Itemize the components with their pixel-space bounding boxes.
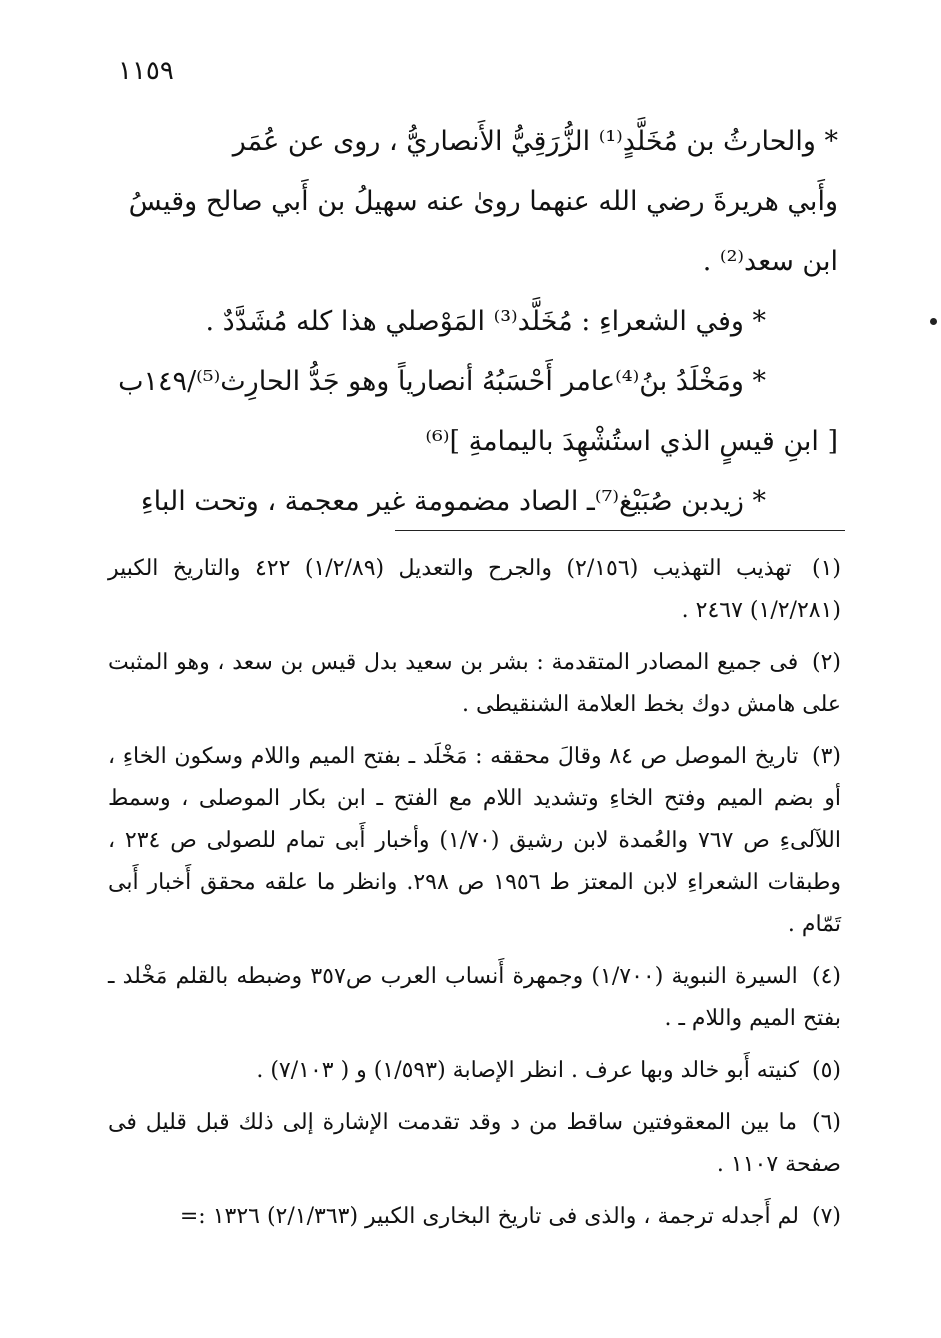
entry-harith — [108, 112, 838, 292]
footnote-text: كنيته أَبو خالد وبها عرف . انظر الإصابة (١/٥٩٣) و ( ٧/١٠٣) . — [256, 1058, 799, 1083]
entry-line: * والحارثُ بن مُخَلَّدٍ⁽¹⁾ الزُّرَقِيُّ الأَنصاريُّ ، روى عن عُمَر — [232, 126, 838, 157]
entry-line: * زيدبن صُبَيْغ⁽⁷⁾ـ الصاد مضمومة غير معجمة ، وتحت الباءِ — [140, 486, 766, 517]
footnote-number: (١) — [811, 556, 841, 581]
footnote-item — [108, 1196, 841, 1238]
footnote-number: (٧) — [811, 1204, 841, 1229]
footnote-item — [108, 1102, 841, 1186]
footnote-item — [108, 956, 841, 1040]
footnote-item — [108, 642, 841, 726]
entry-line: ابن سعد⁽²⁾ . — [702, 246, 838, 277]
entry-poets — [108, 292, 838, 352]
page-number: ١١٥٩ — [118, 56, 174, 86]
footnotes — [108, 548, 841, 1248]
footnote-number: (٣) — [812, 744, 842, 769]
footnote-text: تهذيب التهذيب (٢/١٥٦) والجرح والتعديل (١/٢/٨٩) ٤٢٢ والتاريخ الكبير (١/٢/٢٨١) ٢٤٦٧ . — [108, 556, 841, 623]
footnote-text: تاريخ الموصل ص ٨٤ وقالَ محققه : مَخْلَد ـ بفتح الميم واللام وسكون الخاءِ ، أو بضم الميم وفتح الخاءِ وتشديد اللام مع الفتح ـ ابن بكار الموصلى ، وسمط اللآلىءِ ص ٧٦٧ والعُمدة لابن رشيق (١/٧٠) وأخبار أَبى تمام للصولى ص ٢٣٤ ، وطبقات الشعراءِ لابن المعتز ط ١٩٥٦ ص ٢٩٨. وانظر ما علقه محقق أَخبار أَبى تَمّام . — [108, 744, 842, 937]
entry-line: * ومَخْلَدُ بنُ⁽⁴⁾عامر أَحْسَبُهُ أنصارياً وهو جَدُّ الحارِث⁽⁵⁾/١٤٩ب — [118, 366, 766, 397]
footnote-number: (٥) — [811, 1058, 841, 1083]
footnote-text: السيرة النبوية (١/٧٠٠) وجمهرة أَنساب العرب ص٣٥٧ وضبطه بالقلم مَخْلد ـ بفتح الميم واللام ـ . — [108, 964, 841, 1031]
footnote-item — [108, 1050, 841, 1092]
footnote-number: (٢) — [811, 650, 841, 675]
margin-ink-dot — [930, 318, 937, 325]
footnote-number: (٦) — [811, 1110, 841, 1135]
footnote-divider — [395, 530, 845, 531]
main-text — [108, 112, 838, 532]
footnote-text: لم أَجدله ترجمة ، والذى فى تاريخ البخارى الكبير (٢/١/٣٦٣) ١٣٢٦ := — [179, 1204, 799, 1229]
entry-zayd — [108, 472, 838, 532]
entry-line: وأَبي هريرةَ رضي الله عنهما روىٰ عنه سهيلُ بن أَبي صالح وقيسُ — [128, 186, 838, 217]
entry-line: [ ابنِ قيسٍ الذي استُشْهِدَ باليمامةِ ]⁽⁶⁾ — [425, 426, 838, 457]
entry-makhlad — [108, 352, 838, 472]
footnote-item — [108, 736, 841, 946]
footnote-number: (٤) — [811, 964, 841, 989]
footnote-text: فى جميع المصادر المتقدمة : بشر بن سعيد بدل قيس بن سعد ، وهو المثبت على هامش دوك بخط العلامة الشنقيطى . — [108, 650, 841, 717]
footnote-text: ما بين المعقوفتين ساقط من د وقد تقدمت الإشارة إلى ذلك قبل قليل فى صفحة ١١٠٧ . — [108, 1110, 841, 1177]
footnote-item — [108, 548, 841, 632]
entry-line: * وفي الشعراءِ : مُخَلَّد⁽³⁾ المَوْصلي هذا كله مُشَدَّدٌ . — [205, 306, 766, 337]
